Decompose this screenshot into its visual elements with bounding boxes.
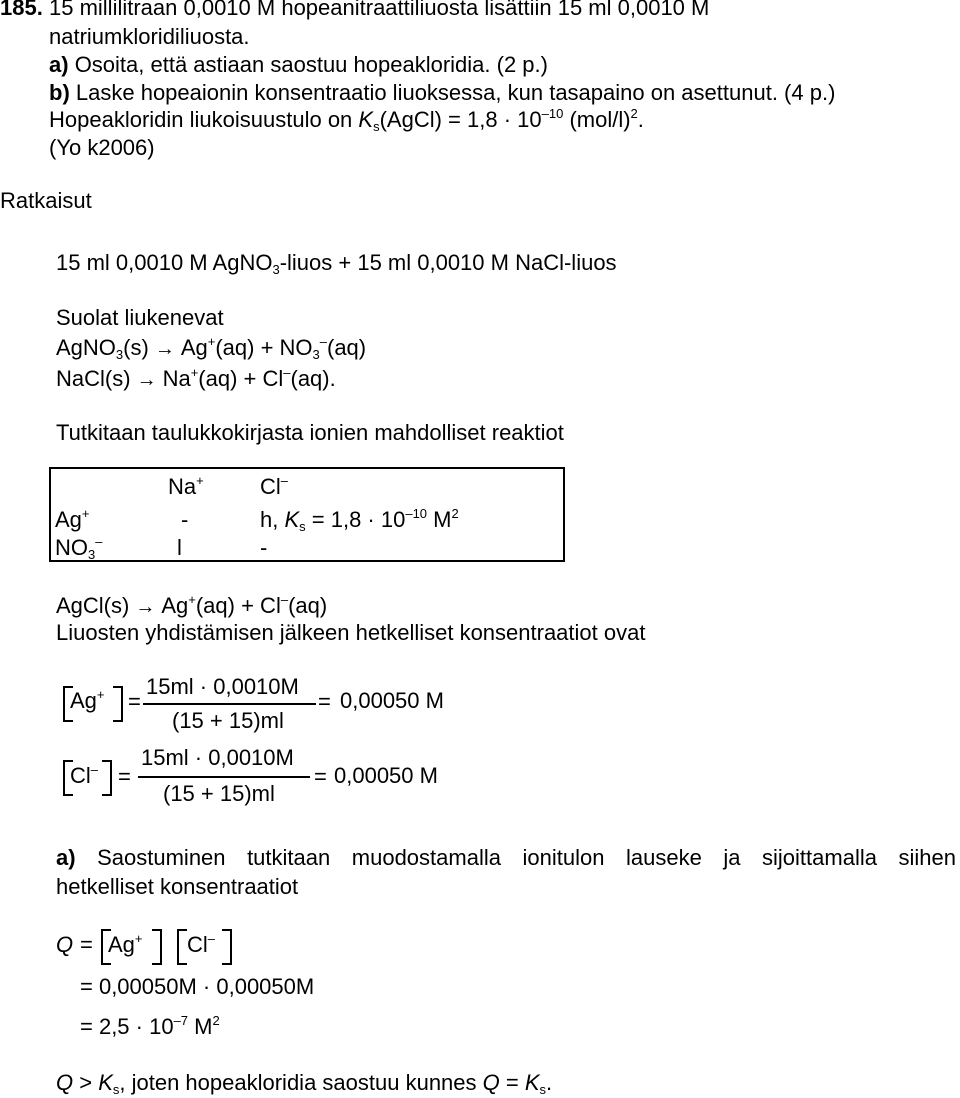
r1-sub-2: 3 bbox=[312, 347, 320, 362]
r1-sup-2: – bbox=[319, 334, 327, 349]
r2-right-3: (aq). bbox=[290, 366, 336, 391]
ks-prefix: Hopeakloridin liukoisuustulo on bbox=[49, 107, 359, 132]
reaction-arrow-icon: → bbox=[154, 338, 175, 360]
q-cl: Cl– bbox=[187, 931, 216, 957]
fraction-bar bbox=[143, 703, 316, 705]
eq-ag-result: 0,00050 M bbox=[340, 688, 444, 713]
q-symbol: Q bbox=[56, 932, 74, 957]
part-b-label: b) bbox=[49, 80, 70, 105]
mix-part-2: -liuos + 15 ml 0,0010 M NaCl-liuos bbox=[279, 250, 617, 275]
r2-sup-1: + bbox=[190, 365, 199, 380]
mixing-line bbox=[56, 250, 617, 277]
bracket-right bbox=[102, 760, 112, 796]
row-head-no3: $NO_3^-$ bbox=[55, 534, 103, 562]
part-a-solution-line-2: hetkelliset konsentraatiot bbox=[56, 874, 299, 899]
eq-cl-equals: = bbox=[118, 764, 131, 789]
ks-mid: (AgCl) = 1,8 · 10 bbox=[379, 107, 542, 132]
eq-cl-equals-2: = bbox=[314, 764, 327, 789]
solutions-heading: Ratkaisut bbox=[0, 188, 92, 213]
ks-end: . bbox=[637, 107, 644, 132]
ion-table bbox=[49, 467, 565, 562]
dissolve-reaction-1 bbox=[56, 334, 367, 362]
part-a-solution-line-1 bbox=[56, 847, 956, 869]
r2-left: NaCl(s) bbox=[56, 366, 131, 391]
col-head-cl: Cl– bbox=[260, 473, 289, 499]
part-a-solution-label: a) bbox=[56, 845, 76, 870]
problem-part-b bbox=[49, 82, 835, 104]
eq-cl-ion: Cl– bbox=[70, 762, 99, 788]
precipitation-reaction: AgCl(s) → Ag+(aq) + Cl–(aq) bbox=[56, 592, 328, 618]
reaction-arrow-icon: → bbox=[135, 596, 156, 618]
r2-sup-2: – bbox=[283, 365, 291, 380]
eq-cl-denominator: (15 + 15)ml bbox=[163, 781, 275, 806]
bracket-left bbox=[177, 929, 187, 965]
ks-unit: (mol/l) bbox=[563, 107, 631, 132]
ks-exp: –10 bbox=[541, 106, 564, 121]
problem-line-2: natriumkloridiliuosta. bbox=[49, 24, 250, 49]
r1-right-1: Ag bbox=[180, 335, 208, 360]
r1-left-state: (s) bbox=[123, 335, 149, 360]
bracket-right bbox=[222, 929, 232, 965]
solubility-product-line bbox=[49, 106, 644, 134]
ks-sub: s bbox=[373, 119, 380, 134]
problem-source: (Yo k2006) bbox=[49, 135, 155, 160]
fraction-bar bbox=[138, 776, 310, 778]
dissolve-heading: Suolat liukenevat bbox=[56, 305, 224, 330]
part-a-text: Osoita, että astiaan saostuu hopeakloridia. (2 p.) bbox=[74, 52, 548, 77]
r1-sup-1: + bbox=[207, 334, 216, 349]
cell-ag-na: - bbox=[181, 507, 189, 532]
problem-line-1: 15 millilitraan 0,0010 M hopeanitraattiliuosta lisättiin 15 ml 0,0010 M bbox=[49, 0, 710, 20]
table-intro: Tutkitaan taulukkokirjasta ionien mahdolliset reaktiot bbox=[56, 420, 564, 445]
conclusion: $Q > K_s$, joten hopeakloridia saostuu kunnes $Q = K_s$. bbox=[56, 1070, 553, 1097]
r1-sub: 3 bbox=[115, 347, 124, 362]
reaction-arrow-icon: → bbox=[136, 369, 157, 391]
r2-right-1: Na bbox=[162, 366, 191, 391]
eq-cl-numerator: 15ml · 0,0010M bbox=[141, 745, 294, 770]
r1-right-2: (aq) + NO bbox=[215, 335, 313, 360]
eq-ag-ion: Ag+ bbox=[70, 687, 105, 713]
cell-no3-cl: - bbox=[260, 535, 268, 560]
ks-exp2: 2 bbox=[630, 106, 638, 121]
row-head-ag: Ag+ bbox=[55, 506, 90, 532]
eq-cl-result: 0,00050 M bbox=[334, 763, 438, 788]
r1-right-3: (aq) bbox=[327, 335, 367, 360]
r1-left: AgNO bbox=[56, 335, 116, 360]
eq-ag-denominator: (15 + 15)ml bbox=[172, 708, 284, 733]
r2-right-2: (aq) + Cl bbox=[198, 366, 284, 391]
q-step-3: = $2,5 \cdot 10^{-7}$ $M^2$ bbox=[80, 1013, 220, 1039]
cell-no3-na: l bbox=[177, 535, 182, 560]
mix-part-1: 15 ml 0,0010 M AgNO bbox=[56, 250, 273, 275]
col-head-na: Na+ bbox=[168, 473, 204, 499]
dissolve-reaction-2 bbox=[56, 365, 336, 391]
eq-ag-equals: = bbox=[128, 689, 141, 714]
ks-k: K bbox=[358, 107, 374, 132]
part-a-solution-text: Saostuminen tutkitaan muodostamalla ionitulon lauseke ja sijoittamalla siihen bbox=[97, 845, 956, 870]
problem-part-a bbox=[49, 54, 548, 76]
part-a-label: a) bbox=[49, 52, 69, 77]
precip-left: AgCl(s) bbox=[56, 593, 130, 618]
q-ag: Ag+ bbox=[108, 931, 143, 957]
mix-sub: 3 bbox=[272, 262, 280, 277]
bracket-right bbox=[113, 686, 123, 722]
bracket-right bbox=[152, 929, 162, 965]
cell-ag-cl: h, $K_s = 1,8 \cdot 10^{-10}$ $M^2$ bbox=[260, 506, 459, 534]
q-step-2: = 0,00050M · 0,00050M bbox=[80, 974, 315, 999]
problem-number: 185. bbox=[0, 0, 43, 20]
eq-ag-equals-2: = bbox=[318, 689, 331, 714]
q-equals: = bbox=[80, 932, 93, 957]
concentration-intro: Liuosten yhdistämisen jälkeen hetkelliset konsentraatiot ovat bbox=[56, 620, 646, 645]
eq-ag-numerator: 15ml · 0,0010M bbox=[146, 674, 299, 699]
part-b-text: Laske hopeaionin konsentraatio liuoksessa, kun tasapaino on asettunut. (4 p.) bbox=[75, 80, 836, 105]
